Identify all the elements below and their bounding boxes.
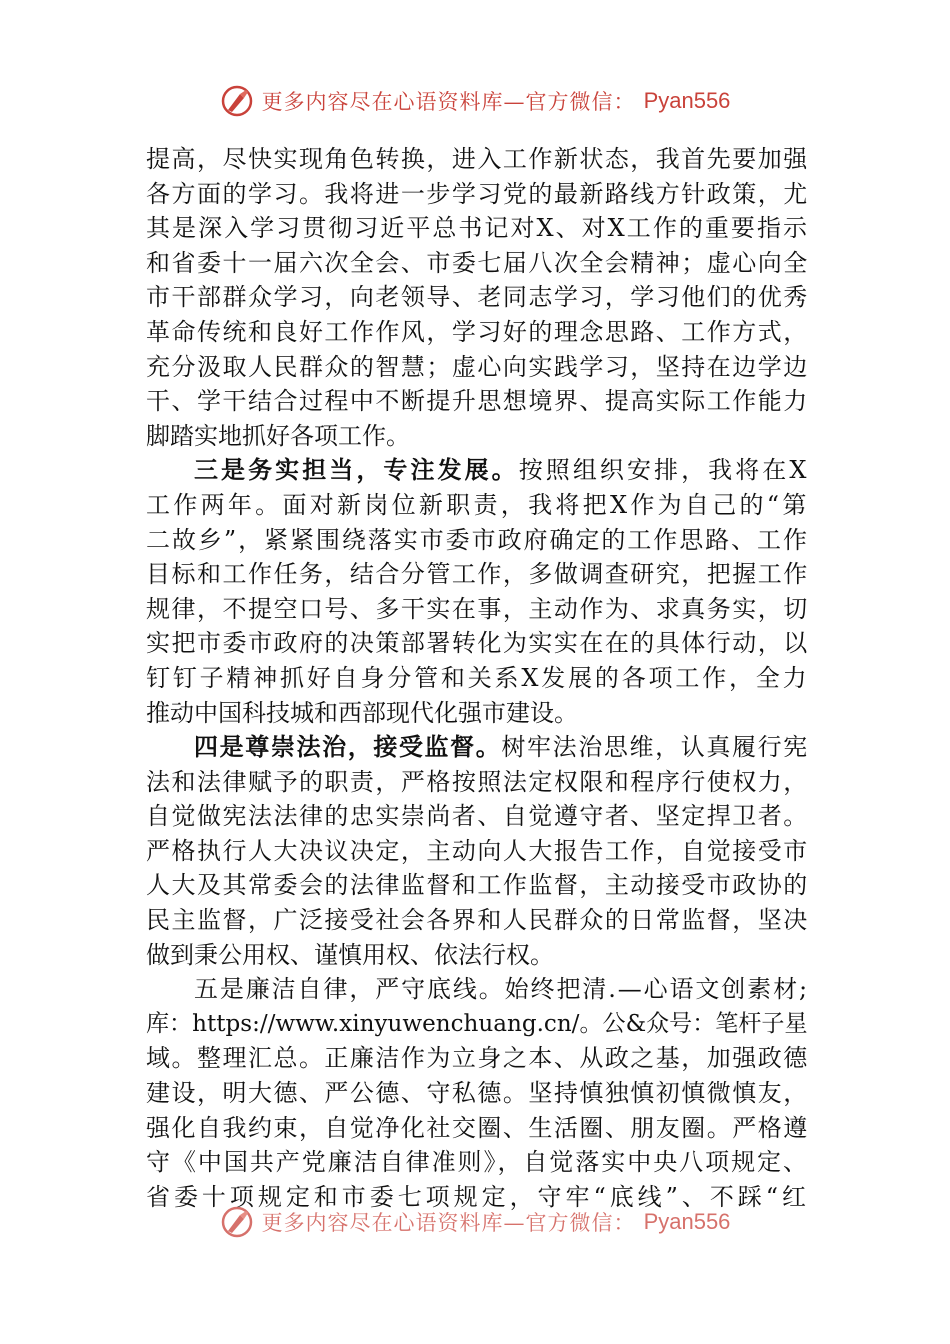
line-text: 钉钉子精神抓好自身分管和关系X发展的各项工作，全力	[146, 663, 810, 692]
text-line	[146, 730, 808, 765]
watermark-wechat-id: Pyan556	[643, 88, 731, 113]
text-line	[146, 592, 808, 627]
footer-watermark	[0, 1205, 950, 1239]
line-text: 充分汲取人民群众的智慧；虚心向实践学习，坚持在边学边	[146, 352, 809, 381]
line-text: 目标和工作任务，结合分管工作，多做调查研究，把握工作	[146, 560, 809, 589]
line-text: 省委十项规定和市委七项规定，守牢“底线”、不踩“红	[146, 1182, 810, 1211]
text-line	[146, 903, 808, 938]
text-line	[146, 211, 808, 246]
text-line	[146, 488, 808, 523]
text-line	[146, 661, 808, 696]
line-text: 法和法律赋予的职责，严格按照法定权限和程序行使权力，	[146, 767, 809, 796]
line-text: 实把市委市政府的决策部署转化为实实在在的具体行动，以	[146, 629, 809, 658]
text-line	[146, 246, 808, 281]
text-line	[146, 280, 808, 315]
text-line	[146, 177, 808, 212]
document-body	[146, 142, 808, 1214]
line-text: 树牢法治思维，认真履行宪	[501, 733, 809, 762]
line-text: 其是深入学习贯彻习近平总书记对X、对X工作的重要指示	[146, 214, 810, 243]
line-text: 按照组织安排，我将在X	[518, 456, 810, 485]
pen-nib-logo-icon	[220, 84, 254, 118]
text-line	[146, 350, 808, 385]
section-heading: 三是务实担当，专注发展。	[194, 455, 519, 485]
line-text: 做到秉公用权、谨慎用权、依法行权。	[146, 940, 554, 969]
line-text: 脚踏实地抓好各项工作。	[146, 421, 410, 450]
line-text: 推动中国科技城和西部现代化强市建设。	[146, 698, 578, 727]
text-line	[146, 799, 808, 834]
text-line	[146, 315, 808, 350]
line-text: 守《中国共产党廉洁自律准则》，自觉落实中央八项规定、	[146, 1148, 809, 1177]
line-text: 市干部群众学习，向老领导、老同志学习，学习他们的优秀	[146, 283, 809, 312]
text-line	[146, 868, 808, 903]
text-line	[146, 972, 808, 1007]
line-text: 自觉做宪法法律的忠实崇尚者、自觉遵守者、坚定捍卫者。	[146, 802, 809, 831]
text-line	[146, 419, 808, 454]
text-line	[146, 938, 808, 973]
line-text: 建设，明大德、严公德、守私德。坚持慎独慎初慎微慎友，	[146, 1079, 809, 1108]
line-text: 强化自我约束，自觉净化社交圈、生活圈、朋友圈。严格遵	[146, 1113, 809, 1142]
text-line	[146, 453, 808, 488]
line-text: 规律，不提空口号、多干实在事，主动作为、求真务实，切	[146, 594, 809, 623]
text-line	[146, 1007, 808, 1042]
watermark-wechat-id: Pyan556	[643, 1209, 731, 1234]
line-text: 人大及其常委会的法律监督和工作监督，主动接受市政协的	[146, 871, 809, 900]
text-line	[146, 834, 808, 869]
watermark-text: 更多内容尽在心语资料库—官方微信：	[261, 90, 636, 114]
line-text: 库：https://www.xinyuwenchuang.cn/。公&众号：笔杆子星	[146, 1010, 808, 1037]
text-line	[146, 765, 808, 800]
text-line	[146, 696, 808, 731]
watermark-text: 更多内容尽在心语资料库—官方微信：	[261, 1211, 636, 1235]
text-line	[146, 1111, 808, 1146]
line-text: 五是廉洁自律，严守底线。始终把清.—心语文创素材;	[194, 975, 809, 1004]
text-line	[146, 142, 808, 177]
text-line	[146, 1145, 808, 1180]
text-line	[146, 1076, 808, 1111]
text-line	[146, 384, 808, 419]
text-line	[146, 1041, 808, 1076]
line-text: 严格执行人大决议决定，主动向人大报告工作，自觉接受市	[146, 836, 809, 865]
line-text: 工作两年。面对新岗位新职责，我将把X作为自己的“第	[146, 490, 810, 519]
line-text: 革命传统和良好工作作风，学习好的理念思路、工作方式，	[146, 317, 809, 346]
line-text: 域。整理汇总。正廉洁作为立身之本、从政之基，加强政德	[146, 1044, 809, 1073]
text-line	[146, 557, 808, 592]
line-text: 和省委十一届六次全会、市委七届八次全会精神；虚心向全	[146, 248, 809, 277]
section-heading: 四是尊崇法治，接受监督。	[194, 732, 502, 762]
line-text: 二故乡”，紧紧围绕落实市委市政府确定的工作思路、工作	[146, 525, 809, 554]
line-text: 提高，尽快实现角色转换，进入工作新状态，我首先要加强	[146, 145, 809, 173]
line-text: 民主监督，广泛接受社会各界和人民群众的日常监督，坚决	[146, 906, 809, 935]
line-text: 各方面的学习。我将进一步学习党的最新路线方针政策，尤	[146, 179, 809, 208]
pen-nib-logo-icon	[220, 1205, 254, 1239]
text-line	[146, 523, 808, 558]
text-line	[146, 626, 808, 661]
header-watermark	[0, 84, 950, 118]
line-text: 干、学干结合过程中不断提升思想境界、提高实际工作能力	[146, 387, 809, 416]
